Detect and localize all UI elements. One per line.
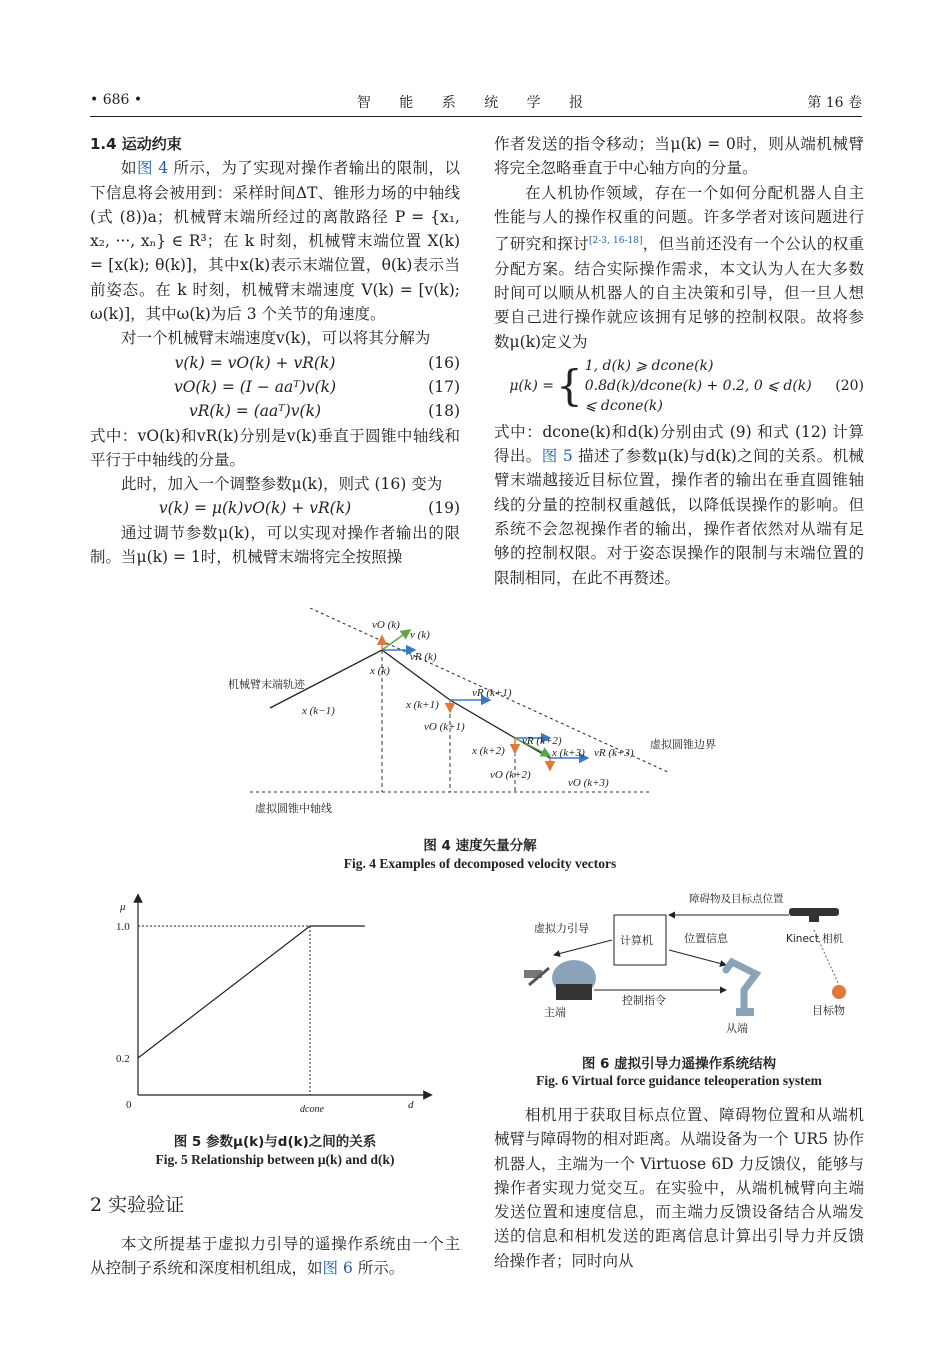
master-label: 主端 (544, 1006, 566, 1019)
label-x-k1: x (k+1) (406, 699, 439, 711)
equation-20: μ(k) = { 1, d(k) ⩾ dcone(k) 0.8d(k)/dcone(k) + 0.2, 0 ⩽ d(k) ⩽ dcone(k) (20) (509, 357, 864, 414)
kinect-label: Kinect 相机 (786, 933, 844, 945)
paragraph: 式中：dcone(k)和d(k)分别由式 (9) 和式 (12) 计算得出。图 5 描述了参数μ(k)与d(k)之间的关系。机械臂末端越接近目标位置，操作者的输出在垂直圆锥轴线的分量的控制权重越低，以降低误操作的影响。但系统不会忽视操作者的输出，操作者依然对从端有足够的控制权限。对于姿态误操作的限制与末端位置的限制相同，在此不再赘述。 (494, 422, 864, 587)
section-heading: 1.4 运动约束 (90, 135, 182, 153)
header-rule (90, 116, 862, 117)
equation-18: vR(k) = (aaᵀ)v(k) (18) (188, 402, 460, 421)
fig5-caption-en: Fig. 5 Relationship between μ(k) and d(k) (155, 1152, 395, 1167)
paragraph: 在人机协作领域，存在一个如何分配机器人自主性能与人的操作权重的问题。许多学者对该问题进行了研究和探讨[2-3, 16-18]，但当前还没有一个公认的权重分配方案。结合实际操作需求，本文认为人在大多数时间可以顺从机器人的自主决策和引导，但一旦人想要自己进行操作就应该拥有足够的控制权限。故将参数μ(k)定义为 (494, 183, 864, 351)
label-vo-k: vO (k) (372, 619, 400, 631)
ytick-1: 1.0 (116, 921, 130, 933)
slave-robot-icon (726, 962, 756, 1010)
fig5-caption-zh: 图 5 参数μ(k)与d(k)之间的关系 (173, 1134, 377, 1150)
section-2-heading: 2 实验验证 (90, 1194, 185, 1216)
trajectory-label: 机械臂末端轨迹 (228, 678, 305, 691)
label-vo-k3: vO (k+3) (568, 777, 609, 789)
obstacle-label: 障碍物及目标点位置 (689, 893, 784, 905)
mu-vs-d-chart (90, 890, 460, 1120)
page-header (90, 92, 862, 114)
teleoperation-system-diagram (494, 890, 864, 1040)
figure-6 (494, 890, 864, 1095)
computer-label: 计算机 (620, 934, 653, 947)
control-command-label: 控制指令 (622, 994, 666, 1007)
cone-axis-label: 虚拟圆锥中轴线 (255, 802, 332, 815)
slave-label: 从端 (726, 1022, 748, 1035)
ytick-0-2: 0.2 (116, 1053, 130, 1065)
citation-link[interactable]: [2-3, 16-18] (588, 236, 643, 247)
label-vr-k2: vR (k+2) (522, 735, 562, 747)
paragraph: 式中：vO(k)和vR(k)分别是v(k)垂直于圆锥中轴线和平行于中轴线的分量。 (90, 426, 460, 469)
label-v-k: v (k) (410, 629, 430, 641)
journal-title: 智 能 系 统 学 报 (356, 95, 596, 111)
paragraph: 通过调节参数μ(k)，可以实现对操作者输出的限制。当μ(k) = 1时，机械臂末端将完全按照操 (90, 523, 460, 567)
left-column (90, 132, 460, 569)
velocity-decomposition-diagram (210, 608, 750, 823)
fig6-caption-en: Fig. 6 Virtual force guidance teleoperation system (536, 1073, 822, 1088)
equation-19: v(k) = μ(k)vO(k) + vR(k) (19) (158, 499, 460, 518)
paragraph: 如图 4 所示，为了实现对操作者输出的限制，以下信息将会被用到：采样时间ΔT、锥形力场的中轴线 (式 (8))a；机械臂末端所经过的离散路径 P = {x₁, x₂, ···, xₙ} ∈ R³；在 k 时刻，机械臂末端位置 X(k) = [x(k); θ(k)]，其中x(k)表示末端位置，θ(k)表示当前姿态。在 k 时刻，机械臂末端速度 V(k) = [v(k); ω(k)]，其中ω(k)为后 3 个关节的角速度。 (90, 159, 460, 324)
figure-5 (90, 890, 460, 1180)
label-vr-k3: vR (k+3) (594, 747, 634, 759)
equation-16: v(k) = vO(k) + vR(k) (16) (174, 353, 460, 372)
fig6-caption-zh: 图 6 虚拟引导力遥操作系统结构 (581, 1056, 777, 1072)
label-vo-k1: vO (k+1) (424, 721, 465, 733)
page-number: • 686 • (90, 92, 143, 108)
left-column-bottom (90, 1232, 460, 1281)
origin-label: 0 (126, 1099, 132, 1111)
virtual-guide-label: 虚拟力引导 (534, 922, 589, 935)
label-vr-k: vR (k) (410, 651, 437, 663)
fig6-link[interactable]: 图 6 (322, 1259, 353, 1278)
x-axis-label: d (408, 1099, 414, 1111)
y-axis-label: μ (120, 901, 126, 913)
volume-label: 第 16 卷 (807, 95, 862, 111)
cone-boundary-label: 虚拟圆锥边界 (650, 738, 716, 751)
label-vo-k2: vO (k+2) (490, 769, 531, 781)
kinect-camera-icon (789, 908, 839, 916)
paragraph: 本文所提基于虚拟力引导的遥操作系统由一个主从控制子系统和深度相机组成，如图 6 所示。 (90, 1235, 460, 1278)
label-x-k2: x (k+2) (472, 745, 505, 757)
paragraph: 对一个机械臂末端速度v(k)，可以将其分解为 (121, 329, 431, 348)
fig4-link[interactable]: 图 4 (136, 159, 169, 178)
figure-4 (210, 608, 750, 878)
right-column-bottom (494, 1103, 864, 1273)
paragraph: 此时，加入一个调整参数μ(k)，则式 (16) 变为 (121, 475, 443, 494)
fig4-caption-zh: 图 4 速度矢量分解 (423, 838, 537, 854)
right-column (494, 132, 864, 590)
paragraph: 相机用于获取目标点位置、障碍物位置和从端机械臂与障碍物的相对距离。从端设备为一个 UR5 协作机器人，主端为一个 Virtuose 6D 力反馈仪，能够与操作者实现力觉交互。在实验中，从端机械臂向主端发送位置和速度信息，而主端力反馈设备结合从端发送的信息和相机发送的距离信息计算出引导力并反馈给操作者；同时向从 (494, 1106, 864, 1270)
fig4-caption-en: Fig. 4 Examples of decomposed velocity vectors (343, 856, 617, 871)
target-label: 目标物 (812, 1004, 845, 1017)
target-object-icon (832, 985, 846, 999)
label-x-k-1: x (k−1) (302, 705, 335, 717)
fig5-link[interactable]: 图 5 (541, 447, 573, 466)
label-x-k3: x (k+3) (552, 747, 585, 759)
equation-17: vO(k) = (I − aaᵀ)v(k) (17) (173, 377, 460, 396)
xtick-dcone: dcone (300, 1104, 324, 1115)
label-vr-k1: vR (k+1) (472, 687, 512, 699)
position-info-label: 位置信息 (684, 932, 728, 945)
label-x-k: x (k) (370, 665, 390, 677)
paragraph: 作者发送的指令移动；当μ(k) = 0时，则从端机械臂将完全忽略垂直于中心轴方向的分量。 (494, 135, 864, 178)
